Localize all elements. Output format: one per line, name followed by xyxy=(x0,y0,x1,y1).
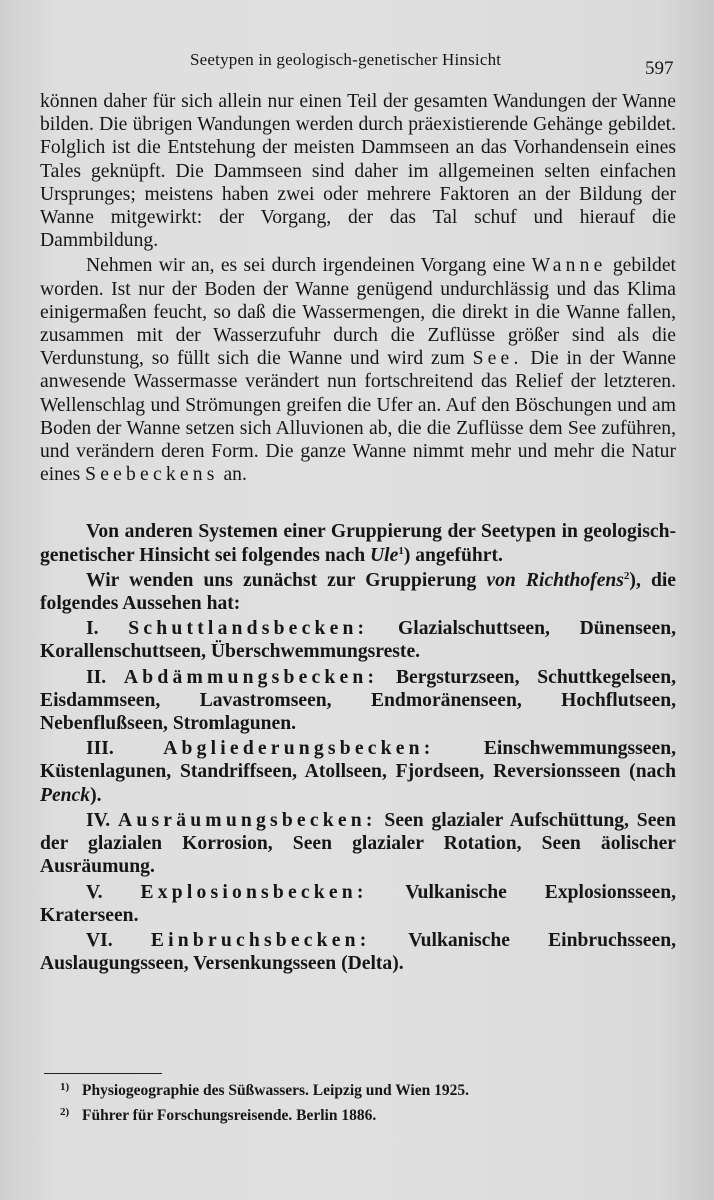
paragraph-wanne: Nehmen wir an, es sei durch irgendeinen Vorgang eine Wanne gebildet worden. Ist nur der Boden der Wanne genügend undurchlässig und das Klima einigermaßen feucht, so daß die Wassermengen, die direkt in die Wanne fallen, zusammen mit der Wasserzufuhr durch die Zuflüsse größer sind als die Verdunstung, so füllt sich die Wanne und wird zum See. Die in der Wanne anwesende Wassermasse verändert nun fortschreitend das Relief der letzteren. Wellenschlag und Strömungen greifen die Ufer an. Auf den Böschungen und am Boden der Wanne setzen sich Alluvionen ab, die die Zuflüsse dem See zuführen, und verändern deren Form. Die ganze Wanne nimmt mehr und mehr die Natur eines Seebeckens an. xyxy=(40,255,676,486)
page-number: 597 xyxy=(645,58,674,79)
spaced-term-seebeckens: Seebeckens xyxy=(85,464,219,486)
footnotes xyxy=(60,1077,672,1126)
body-text xyxy=(40,90,676,975)
author-ule: Ule xyxy=(370,544,399,566)
author-penck: Penck xyxy=(40,784,91,806)
spaced-term-see: See. xyxy=(472,348,523,370)
page-header xyxy=(0,44,714,84)
paragraph-ule: Von anderen Systemen einer Gruppierung der Seetypen in geologisch-genetischer Hinsicht sei folgendes nach Ule$^1$) angeführt. xyxy=(40,521,676,566)
group-name: Explosionsbecken: xyxy=(140,881,368,903)
group-name: Ausräumungsbecken: xyxy=(118,809,377,831)
footnote-2: 2) Führer für Forschungsreisende. Berlin 1886. xyxy=(60,1105,377,1124)
list-item-einbruchsbecken: VI. Einbruchsbecken: Vulkanische Einbruchsseen, Auslaugungsseen, Versenkungsseen (Delta). xyxy=(40,929,676,975)
list-item-explosionsbecken: V. Explosionsbecken: Vulkanische Explosionsseen, Kraterseen. xyxy=(40,881,677,926)
group-name: Abdämmungsbecken: xyxy=(123,666,379,688)
list-item-abdaemmungsbecken: II. Abdämmungsbecken: Bergsturzseen, Schuttkegelseen, Eisdammseen, Lavastromseen, Endmoränenseen, Hochflutseen, Nebenflußseen, Stromlagunen. xyxy=(40,666,677,735)
author-richthofen: von Richthofens xyxy=(486,569,624,591)
group-name: Schuttlandsbecken: xyxy=(128,618,369,640)
footnote-rule xyxy=(44,1073,162,1074)
spaced-term-wanne: Wanne xyxy=(531,255,607,277)
list-item-schuttlandsbecken: I. Schuttlandsbecken: Glazialschuttseen, Dünenseen, Korallenschuttseen, Überschwemmungsreste. xyxy=(40,618,676,663)
list-item-abgliederungsbecken: III. Abgliederungsbecken: Einschwemmungsseen, Küstenlagunen, Standriffseen, Atollseen, Fjordseen, Reversionsseen (nach Penck). xyxy=(40,738,676,806)
footnote-ref-1: 1 xyxy=(398,544,404,557)
paragraph-dammseen: können daher für sich allein nur einen Teil der gesamten Wandungen der Wanne bilden. Die übrigen Wandungen werden durch präexistierende Gehänge gebildet. Folglich ist die Entstehung der meisten Dammseen an das Vorhandensein eines Tales geknüpft. Die Dammseen sind daher im allgemeinen selten einfachen Ursprunges; meistens haben zwei oder mehrere Faktoren an der Bildung der Wanne mitgewirkt: der Vorgang, der das Tal schuf und hierauf die Dammbildung. xyxy=(40,91,676,252)
group-name: Einbruchsbecken: xyxy=(150,929,371,951)
paragraph-richthofen: Wir wenden uns zunächst zur Gruppierung von Richthofens$^2$), die folgendes Aussehen hat: xyxy=(40,569,676,615)
footnote-1: 1) Physiogeographie des Süßwassers. Leipzig und Wien 1925. xyxy=(60,1081,469,1099)
footnote-ref-2: 2 xyxy=(623,569,630,582)
classification-section xyxy=(40,520,676,975)
running-head: Seetypen in geologisch-genetischer Hinsicht xyxy=(190,50,502,69)
group-name: Abgliederungsbecken: xyxy=(163,738,435,760)
list-item-ausraeumungsbecken: IV. Ausräumungsbecken: Seen glazialer Aufschüttung, Seen der glazialen Korrosion, Seen glazialer Rotation, Seen äolischer Ausräumung. xyxy=(40,809,676,878)
